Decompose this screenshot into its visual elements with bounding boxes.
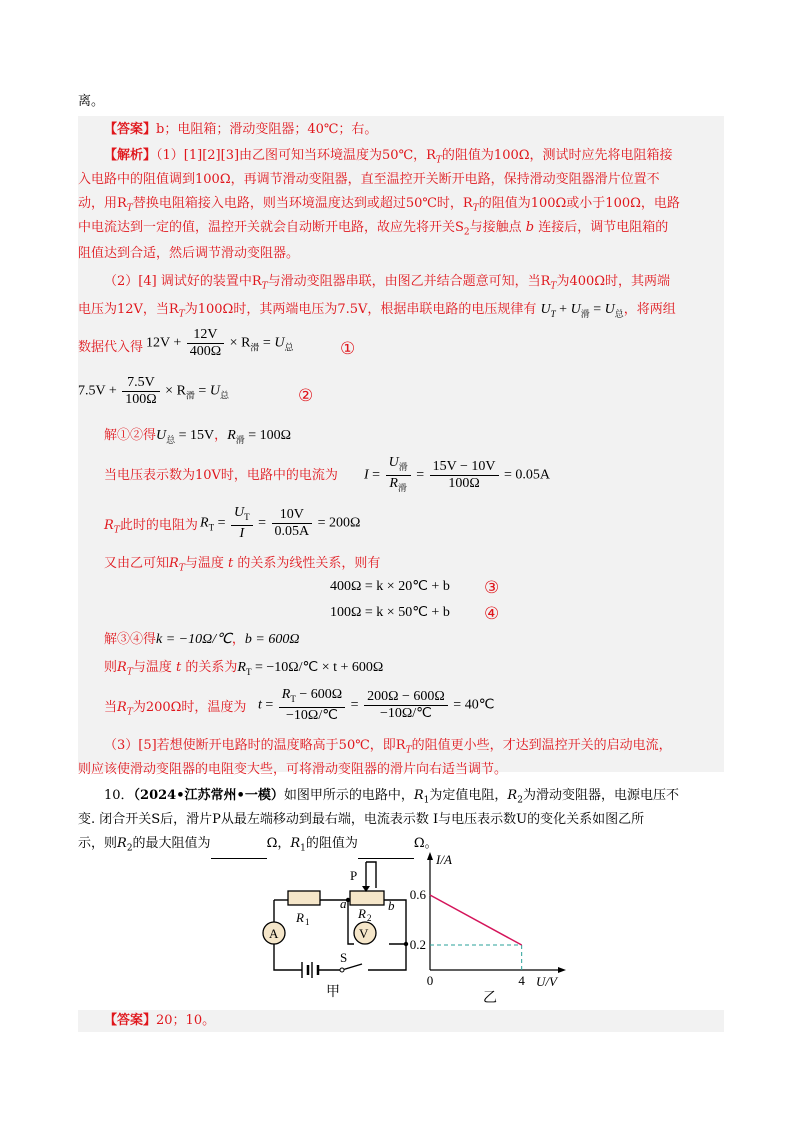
r1-label: R	[296, 910, 304, 925]
r2-label: R	[358, 906, 366, 921]
analysis-label: 【解析】	[104, 148, 157, 163]
data-line	[430, 895, 522, 945]
x-tick-4: 4	[518, 973, 525, 988]
temp-calc-label: 当$R_T$为200Ω时，温度为	[104, 700, 247, 718]
rt-calc: $R_T$ = $\frac{U_T}{I}$ = $\frac{10V}{0.05A}$ = 200Ω	[200, 505, 361, 541]
equation-2: 7.5V + $\frac{7.5V}{100\Omega}$ × $R_滑 = U_总$	[78, 375, 229, 407]
mark-2: ②	[298, 386, 314, 406]
analysis-p3-line2: 则应该使滑动变阻器的电阻变大些，可将滑动变阻器的滑片向右适当调节。	[78, 762, 508, 777]
x-axis-label: U/V	[536, 974, 557, 989]
solve-2: 解③④得k = −10Ω/℃，b = 600Ω	[104, 632, 300, 647]
current-calc: I = $\frac{U_滑}{R_滑}$ = $\frac{15V - 10V}{100\Omega}$ = 0.05A	[364, 455, 551, 493]
point-a-label: a	[340, 896, 347, 911]
voltmeter-label: V	[359, 926, 369, 941]
y-tick-0-2: 0.2	[409, 937, 426, 952]
answer9-label: 【答案】	[104, 122, 157, 137]
analysis-p1-line4: 中电流达到一定的值，温控开关就会自动断开电路，故应先将开关$S_2$与接触点 b 连接后，调节电阻箱的	[78, 220, 669, 238]
linear-text: 又由乙可知$R_T$与温度 t 的关系为线性关系，则有	[104, 556, 381, 574]
question10-line2: 变. 闭合开关S后，滑片P从最左端移动到最右端，电流表示数 I与电压表示数U的变化关系如图乙所	[78, 812, 645, 827]
analysis-p1-line3: 动，用$R_T$替换电阻箱接入电路，则当环境温度达到或超过50℃时，$R_T$的阻值为100Ω或小于100Ω，电路	[78, 196, 680, 214]
x-axis-arrow	[558, 967, 566, 973]
point-b-label: b	[388, 898, 395, 913]
y-axis-label: I/A	[436, 852, 452, 867]
r1-resistor	[288, 891, 320, 905]
answer10: 【答案】20；10。	[104, 1013, 216, 1028]
r2-resistor	[350, 891, 384, 905]
circuit-caption: 甲	[326, 985, 340, 1000]
solve-1: 解①②得$U_总 = 15V$，$R_滑 = 100\Omega$	[104, 428, 292, 445]
question10-line1: 10．（2024•江苏常州•一模）如图甲所示的电路中，$R_1$为定值电阻，$R_2$为滑动变阻器，电源电压不	[104, 788, 679, 806]
equation-4: 100Ω = k × 50℃ + b	[330, 605, 450, 620]
equation-3: 400Ω = k × 20℃ + b	[330, 579, 450, 594]
y-axis-arrow	[427, 852, 433, 860]
question10-line3: 示，则$R_2$的最大阻值为 Ω，$R_1$的阻值为 Ω。	[78, 834, 438, 859]
answer9-text: b；电阻箱；滑动变阻器；40℃；右。	[156, 122, 378, 137]
x-tick-0: 0	[426, 973, 434, 988]
analysis-p2-line1: （2）[4] 调试好的装置中$R_T$与滑动变阻器串联，由图乙并结合题意可知，当$R_T$为400Ω时，其两端	[104, 274, 671, 292]
slider-p-label: P	[350, 868, 358, 883]
analysis-p3-line1: （3）[5]若想使断开电路时的温度略高于50℃，即$R_T$的阻值更小些，才达到温控开关的启动电流，	[104, 738, 672, 756]
mark-4: ④	[484, 604, 500, 624]
analysis-p2-line3: 数据代入得	[78, 340, 144, 355]
graph-ii	[400, 852, 580, 1004]
mark-1: ①	[340, 339, 356, 359]
analysis-p1-line2: 入电路中的阻值调到100Ω，再调节滑动变阻器，直至温控开关断开电路，保持滑动变阻器滑片位置不	[78, 172, 660, 187]
ammeter-label: A	[269, 926, 279, 941]
r1-sub: 1	[305, 917, 310, 927]
rt-calc-label: $R_T$此时的电阻为	[104, 518, 198, 536]
answer9	[104, 120, 377, 140]
analysis-p2-line2: 电压为12V，当$R_T$为100Ω时，其两端电压为7.5V，根据串联电路的电压规律有 $U_T + U_滑 = U_总$，将两组	[78, 302, 676, 320]
equation-1: 12V + $\frac{12V}{400\Omega}$ × $R_滑 = U_总$	[146, 327, 294, 359]
prev-line-end: 离。	[78, 94, 105, 109]
analysis-p1-line1: 【解析】（1）[1][2][3]由乙图可知当环境温度为50℃，$R_T$的阻值为100Ω，测试时应先将电阻箱接	[104, 148, 673, 166]
mark-3: ③	[484, 578, 500, 598]
temp-calc: t = $\frac{R_T - 600\Omega}{-10\Omega/℃}$ = $\frac{200\Omega - 600\Omega}{-10\Omega/℃}$ = 40℃	[258, 687, 495, 723]
graph-caption: 乙	[483, 991, 497, 1004]
y-tick-0-6: 0.6	[409, 887, 426, 902]
analysis-p1-line5: 阻值达到合适，然后调节滑动变阻器。	[78, 246, 300, 261]
r2-sub: 2	[367, 913, 372, 923]
relation-line: 则$R_T$与温度 t 的关系为$R_T$ = −10Ω/℃ × t + 600Ω	[104, 660, 384, 678]
switch-label: S	[340, 950, 348, 965]
current-calc-label: 当电压表示数为10V时，电路中的电流为	[104, 468, 338, 483]
